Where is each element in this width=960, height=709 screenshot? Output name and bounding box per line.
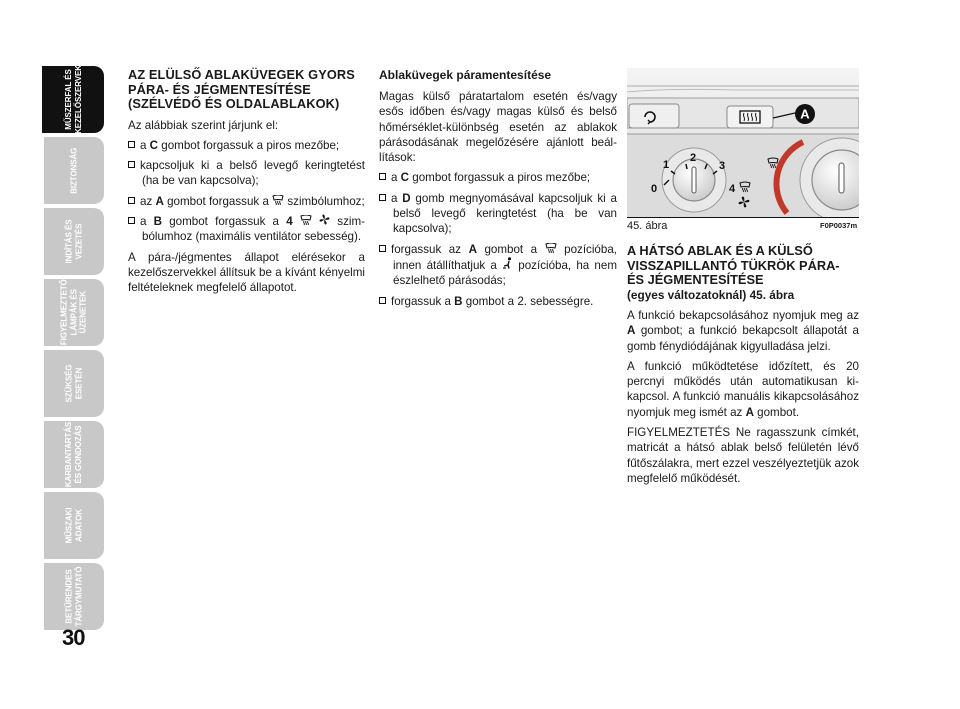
tab-label: FIGYELMEZTETŐ LÁMPÁK ÉS ÜZENETEK xyxy=(59,279,88,346)
checkbox-icon xyxy=(128,141,135,148)
tab-targymutato[interactable] xyxy=(44,563,104,630)
key-label: B xyxy=(153,214,163,228)
key-label: A xyxy=(627,324,636,338)
tab-muszaki[interactable] xyxy=(44,492,104,559)
section-heading: AZ ELÜLSŐ ABLAKÜVEGEK GYORS PÁRA- ÉS JÉGMENTESÍTÉSE (SZÉLVÉDŐ ÉS OLDALABLAKOK) xyxy=(128,67,355,111)
dial-number: 0 xyxy=(651,183,658,195)
heading-main: A HÁTSÓ ABLAK ÉS A KÜLSŐ VISSZAPILLANTÓ TÜKRÖK PÁRA- ÉS JÉGMENTESÍTÉSE xyxy=(627,243,840,287)
tab-figyelmezteto[interactable] xyxy=(44,279,104,346)
heading-sub: (egyes változatoknál) 45. ábra xyxy=(627,287,795,302)
warning-paragraph: FIGYELMEZTETÉS Ne ragasszunk címkét, matricát a hátsó ablak belső felületén lévő fűtőszálakra, mert ezzel veszélyeztetjük azok megfelelő működését. xyxy=(627,426,859,485)
page-number: 30 xyxy=(62,625,85,650)
list-item: a C gombot forgassuk a piros mezőbe; xyxy=(379,170,617,185)
column-front-defrost xyxy=(128,68,365,300)
fan-icon xyxy=(319,214,330,225)
key-label: C xyxy=(149,138,159,152)
speed-number: 4 xyxy=(286,214,293,228)
tab-label: SZÜKSÉG ESETÉN xyxy=(64,364,83,403)
dial-number: 1 xyxy=(663,159,670,171)
control-panel-figure xyxy=(627,68,859,218)
tab-inditas[interactable] xyxy=(44,208,104,275)
list-item: az A gombot forgassuk a szimbólumhoz; xyxy=(128,194,365,209)
checkbox-icon xyxy=(379,173,386,180)
checkbox-icon xyxy=(379,297,386,304)
tab-label: KARBANTARTÁS ÉS GONDOZÁS xyxy=(64,421,83,488)
dial-number: 2 xyxy=(690,152,697,164)
key-label: C xyxy=(400,171,410,185)
list-item: a D gomb megnyomásával kapcsoljuk ki a belső levegő keringtetést (ha be van kapcsolva); xyxy=(379,191,617,237)
tab-label: MŰSZERFAL ÉS KEZELŐSZERVEK xyxy=(63,65,83,134)
tab-karbantartas[interactable] xyxy=(44,421,104,488)
tab-label: INDÍTÁS ÉS VEZETÉS xyxy=(64,219,83,264)
list-item: forgassuk az A gombot a pozícióba, innen átállíthatjuk a pozícióba, ha nem észlelhető párásodás; xyxy=(379,242,617,289)
rear-defrost-button[interactable] xyxy=(727,106,773,128)
tab-szukseg[interactable] xyxy=(44,350,104,417)
tab-label: BETŰRENDES TÁRGYMUTATÓ xyxy=(64,566,83,627)
column-rear-defrost xyxy=(627,244,859,491)
intro-text: Az alábbiak szerint járjunk el: xyxy=(128,118,279,132)
windscreen-defrost-icon xyxy=(545,243,557,253)
key-label: D xyxy=(402,191,411,205)
feet-airflow-icon xyxy=(502,257,513,269)
checkbox-icon xyxy=(128,197,135,204)
list-item: a C gombot forgassuk a piros mezőbe; xyxy=(128,138,365,153)
key-label: A xyxy=(468,242,477,256)
paragraph: A funkció bekapcsolásához nyomjuk meg az A gombot; a funkció bekapcsolt állapotát a gomb fénydiódájának kigyulladása jelzi. xyxy=(627,309,859,353)
callout-a-label: A xyxy=(800,106,810,122)
figure-caption: 45. ábra xyxy=(627,220,668,232)
tab-biztonsag[interactable] xyxy=(44,137,104,204)
tab-muszerfal[interactable] xyxy=(42,66,104,133)
dial-number: 4 xyxy=(729,183,736,195)
tab-label: BIZTONSÁG xyxy=(69,147,79,194)
paragraph: A pára-/jégmentes állapot elérésekor a kezelőszervekkel állítsuk be a kívánt kényelmi feltételeknek megfelelő állapotot. xyxy=(128,250,365,295)
tab-label: MŰSZAKI ADATOK xyxy=(64,507,83,544)
column-window-demist xyxy=(379,68,617,314)
windscreen-defrost-icon xyxy=(300,215,312,225)
dial-number: 3 xyxy=(719,160,726,172)
checkbox-icon xyxy=(379,245,386,252)
paragraph: A funkció működtetése időzített, és 20 percnyi működés után automatikusan kikapcsol. A funkció manuális kikapcsolásához nyomjuk meg ismét az A gombot. xyxy=(627,359,859,419)
list-item: kapcsoljuk ki a belső levegő keringtetést (ha be van kapcsolva); xyxy=(128,158,365,189)
checkbox-icon xyxy=(128,161,135,168)
checkbox-icon xyxy=(128,217,135,224)
list-item: a B gombot forgassuk a 4 szimbólumhoz (maximális ventilátor sebesség). xyxy=(128,214,365,245)
key-label: B xyxy=(454,294,463,308)
list-item: forgassuk a B gombot a 2. sebességre. xyxy=(379,294,617,309)
figure-code: F0P0037m xyxy=(820,221,858,230)
key-label: A xyxy=(745,405,754,419)
key-label: A xyxy=(155,194,164,208)
section-heading: Ablaküvegek páramentesítése xyxy=(379,68,552,82)
checkbox-icon xyxy=(379,194,386,201)
windscreen-defrost-icon xyxy=(272,195,284,205)
paragraph: Magas külső páratartalom esetén és/vagy esős időben és/vagy magas külső és belső hőmérséklet-különbség esetén az ablakok párásodásának megelőzésére ajánlott beállítások: xyxy=(379,90,617,165)
section-heading xyxy=(627,244,859,302)
